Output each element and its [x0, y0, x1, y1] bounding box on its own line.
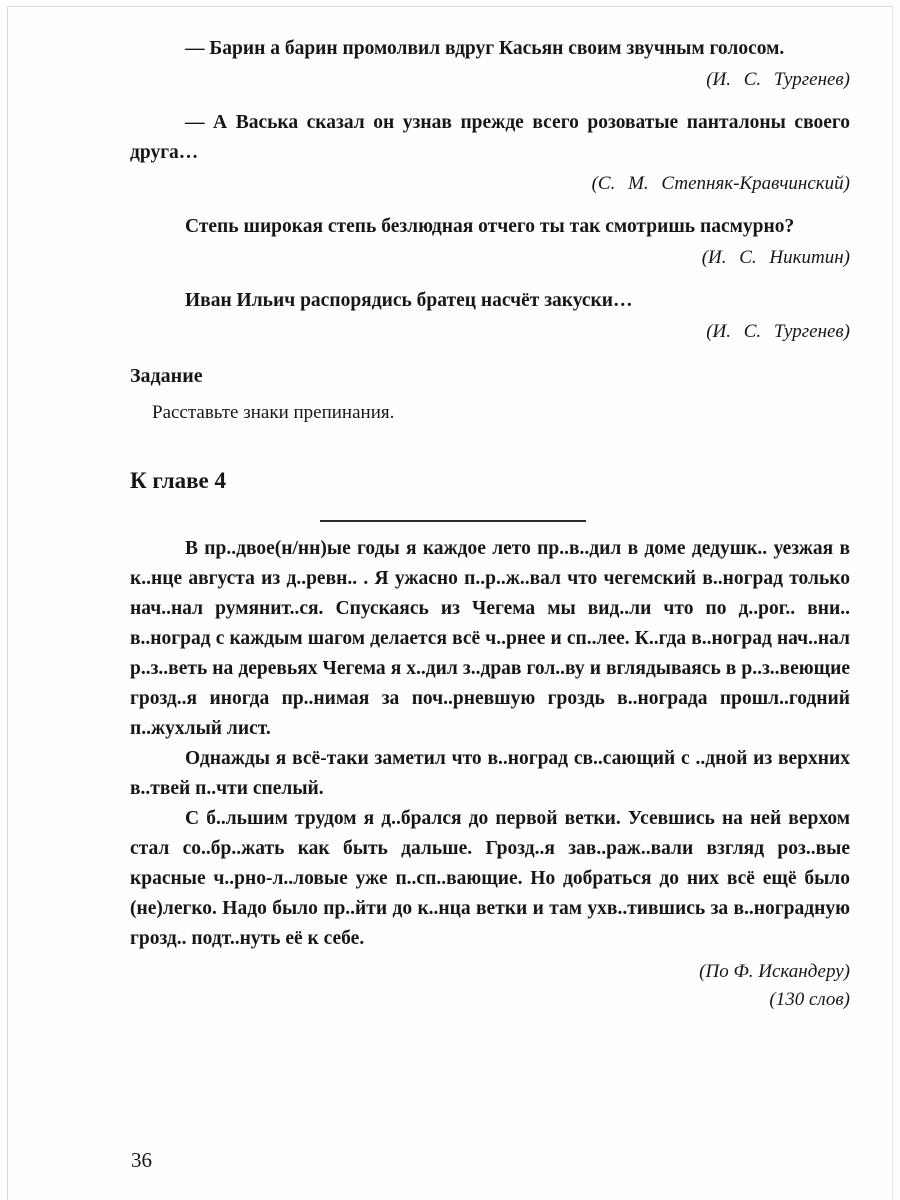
exercise-source: (По Ф. Искандеру): [699, 961, 850, 982]
quote-block: [130, 212, 850, 272]
quote-attribution: (С. М. Степняк-Кравчинский): [591, 173, 850, 194]
exercise-paragraph: В пр..двое(н/нн)ые годы я каждое лето пр..в..дил в доме дедушк.. уезжая в к..нце августа из д..ревн.. . Я ужасно п..р..ж..вал что чегемский в..ноград только нач..нал румянит..ся. Спускаясь из Чегема мы вид..ли что по д..рог.. вни.. в..ноград с каждым шагом делается всё ч..рнее и сп..лее. К..гда в..ноград нач..нал р..з..веть на деревьях Чегема я х..дил з..драв гол..ву и вглядываясь в р..з..веющие грозд..я иногда пр..нимая за поч..рневшую гроздь в..нограда прошл..годний п..жухлый лист.: [130, 538, 850, 739]
quote-text: Иван Ильич распорядись братец насчёт закуски…: [185, 290, 633, 311]
exercise-paragraph: С б..льшим трудом я д..брался до первой ветки. Усевшись на ней верхом стал со..бр..жать как быть дальше. Грозд..я зав..раж..вали взгляд роз..вые красные ч..рно-л..ловые уже п..сп..вающие. Но добраться до них всё ещё было (не)легко. Надо было пр..йти до к..нца ветки и там ухв..тившись за в..ноградную грозд.. подт..нуть её к себе.: [130, 808, 850, 949]
page-number: 36: [131, 1148, 152, 1172]
quote-attribution: (И. С. Тургенев): [706, 321, 850, 342]
quote-block: [130, 34, 850, 94]
quote-text: — А Васька сказал он узнав прежде всего розоватые панталоны своего друга…: [130, 112, 850, 163]
exercise-text: [130, 534, 850, 1014]
quote-attribution: (И. С. Никитин): [701, 247, 850, 268]
chapter-heading: К главе 4: [130, 468, 226, 493]
quote-block: [130, 286, 850, 346]
exercise-word-count: (130 слов): [769, 989, 850, 1010]
quote-text: — Барин а барин промолвил вдруг Касьян своим звучным голосом.: [185, 38, 785, 59]
task-label: Задание: [130, 365, 203, 387]
quotes-section: [130, 34, 850, 346]
quote-block: [130, 108, 850, 198]
task-instruction: Расставьте знаки препинания.: [152, 402, 395, 423]
section-divider: [320, 520, 586, 522]
page-content: [130, 34, 850, 1014]
quote-attribution: (И. С. Тургенев): [706, 69, 850, 90]
exercise-paragraph: Однажды я всё-таки заметил что в..ноград св..сающий с ..дной из верхних в..твей п..чти спелый.: [130, 748, 850, 799]
quote-text: Степь широкая степь безлюдная отчего ты так смотришь пасмурно?: [185, 216, 795, 237]
